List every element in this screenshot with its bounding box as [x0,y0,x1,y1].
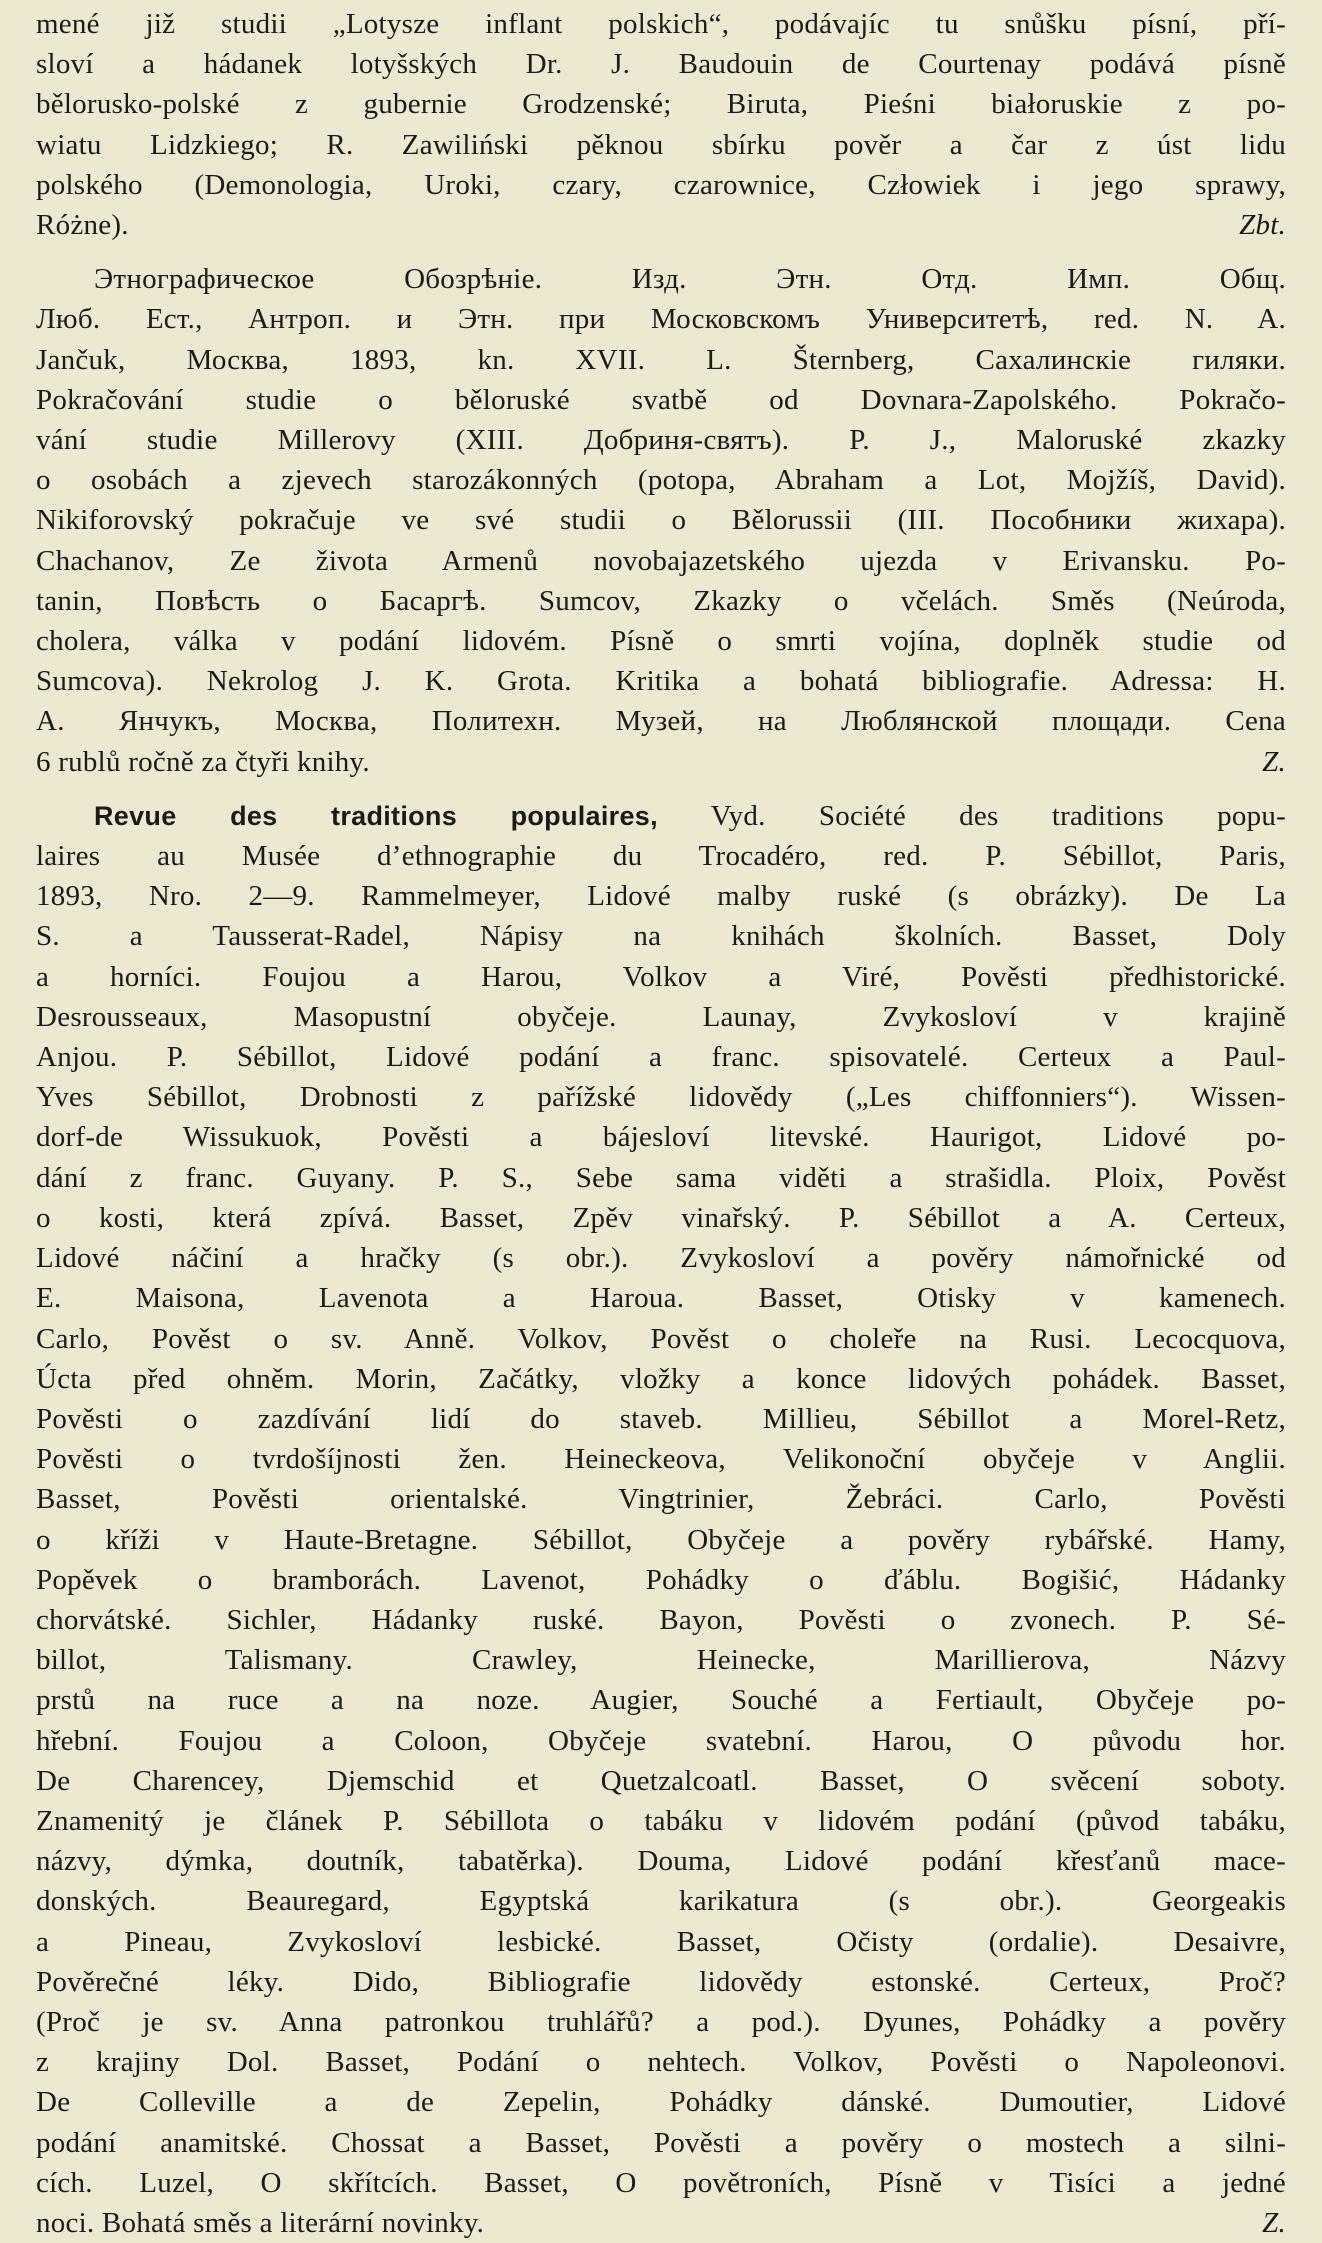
text-line: A. Янчукъ, Москва, Политехн. Музей, на Люблянской площади. Cena [36,705,1286,738]
text-line: S. a Tausserat-Radel, Nápisy na knihách školních. Basset, Doly [36,920,1286,953]
text-line-last [36,205,1286,245]
text-line: tanin, Повѣсть о Басаргѣ. Sumcov, Zkazky o včelách. Směs (Neúroda, [36,584,1286,617]
text-line: chorvátské. Sichler, Hádanky ruské. Bayon, Pověsti o zvonech. P. Sé- [36,1603,1286,1636]
text-line: vání studie Millerovy (XIII. Добриня-святъ). P. J., Maloruské zkazky [36,424,1286,457]
text-line: podání anamitské. Chossat a Basset, Pověsti a pověry o mostech a silni- [36,2126,1286,2159]
text-line: Nikiforovský pokračuje ve své studii o Bělorussii (III. Пособники жихара). [36,504,1286,537]
paragraph-etnograficheskoe-obozrenie [36,259,1286,782]
text-line-last-content: Różne). [36,209,129,242]
author-signature: Z. [1262,2206,1286,2239]
text-line: wiatu Lidzkiego; R. Zawiliński pěknou sbírku pověr a čar z úst lidu [36,128,1286,161]
text-line-heading [36,796,1286,836]
text-line: cích. Luzel, O skřítcích. Basset, O povětroních, Písně v Tisíci a jedné [36,2166,1286,2199]
text-line: hřební. Foujou a Coloon, Obyčeje svatební. Harou, O původu hor. [36,1724,1286,1757]
text-line: Pověrečné léky. Dido, Bibliografie lidovědy estonské. Certeux, Proč? [36,1965,1286,1998]
text-line: billot, Talismany. Crawley, Heinecke, Marillierova, Názvy [36,1644,1286,1677]
text-line-last-content: 6 rublů ročně za čtyři knihy. [36,745,370,778]
text-line: Yves Sébillot, Drobnosti z pařížské lidovědy („Les chiffonniers“). Wissen- [36,1081,1286,1114]
text-line: a horníci. Foujou a Harou, Volkov a Viré, Pověsti předhistorické. [36,960,1286,993]
text-line: cholera, válka v podání lidovém. Písně o smrti vojína, doplněk studie od [36,625,1286,658]
text-line: donských. Beauregard, Egyptská karikatura (s obr.). Georgeakis [36,1885,1286,1918]
text-line: Lidové náčiní a hračky (s obr.). Zvykosloví a pověry námořnické od [36,1242,1286,1275]
text-line: Jančuk, Москва, 1893, kn. XVII. L. Šternberg, Сахалинскіе гиляки. [36,343,1286,376]
text-line: o kříži v Haute-Bretagne. Sébillot, Obyčeje a pověry rybářské. Hamy, [36,1523,1286,1556]
paragraph-revue-traditions-populaires [36,796,1286,2243]
text-line: sloví a hádanek lotyšských Dr. J. Baudouin de Courtenay podává písně [36,48,1286,81]
text-line: o osobách a zjevech starozákonných (potopa, Abraham a Lot, Mojžíš, David). [36,464,1286,497]
text-line-last-content: noci. Bohatá směs a literární novinky. [36,2206,485,2239]
text-line: 1893, Nro. 2—9. Rammelmeyer, Lidové malby ruské (s obrázky). De La [36,880,1286,913]
text-line: Carlo, Pověst o sv. Anně. Volkov, Pověst o choleře na Rusi. Lecocquova, [36,1322,1286,1355]
text-line: Chachanov, Ze života Armenů novobajazetského ujezda v Erivansku. Po- [36,544,1286,577]
journal-title: Revue des traditions populaires, [94,800,658,831]
author-signature: Z. [1262,745,1286,778]
journal-title-continuation: Vyd. Société des traditions popu- [710,799,1286,832]
text-line: Sumcova). Nekrolog J. K. Grota. Kritika a bohatá bibliografie. Adressa: H. [36,665,1286,698]
text-line: polského (Demonologia, Uroki, czary, czarownice, Człowiek i jego sprawy, [36,168,1286,201]
paragraph-lotysze-review [36,4,1286,245]
text-line: dání z franc. Guyany. P. S., Sebe sama viděti a strašidla. Ploix, Pověst [36,1161,1286,1194]
text-line: Pověsti o tvrdošíjnosti žen. Heineckeova, Velikonoční obyčeje v Anglii. [36,1443,1286,1476]
text-line: Popěvek o bramborách. Lavenot, Pohádky o ďáblu. Bogišić, Hádanky [36,1563,1286,1596]
text-line: a Pineau, Zvykosloví lesbické. Basset, Očisty (ordalie). Desaivre, [36,1925,1286,1958]
text-line: o kosti, která zpívá. Basset, Zpěv vinařský. P. Sébillot a A. Certeux, [36,1201,1286,1234]
text-line: laires au Musée d’ethnographie du Trocadéro, red. P. Sébillot, Paris, [36,840,1286,873]
text-line: prstů na ruce a na noze. Augier, Souché a Fertiault, Obyčeje po- [36,1684,1286,1717]
text-line-last [36,2203,1286,2243]
text-line: bělorusko-polské z gubernie Grodzenské; Biruta, Pieśni białoruskie z po- [36,88,1286,121]
text-line: názvy, dýmka, doutník, tabatěrka). Douma, Lidové podání křesťanů mace- [36,1845,1286,1878]
text-line: dorf-de Wissukuok, Pověsti a bájesloví litevské. Haurigot, Lidové po- [36,1121,1286,1154]
text-line: Pověsti o zazdívání lidí do staveb. Millieu, Sébillot a Morel-Retz, [36,1402,1286,1435]
text-line: Люб. Ест., Антроп. и Этн. при Московскомъ Университетѣ, red. N. A. [36,303,1286,336]
text-line: (Proč je sv. Anna patronkou truhlářů? a pod.). Dyunes, Pohádky a pověry [36,2005,1286,2038]
text-line: mené již studii „Lotysze inflant polskich“, podávajíc tu snůšku písní, pří- [36,8,1286,40]
text-line-last [36,742,1286,782]
text-line: Basset, Pověsti orientalské. Vingtrinier, Žebráci. Carlo, Pověsti [36,1483,1286,1516]
text-line: E. Maisona, Lavenota a Haroua. Basset, Otisky v kamenech. [36,1282,1286,1315]
text-line: Pokračování studie o běloruské svatbě od Dovnara-Zapolského. Pokračo- [36,383,1286,416]
text-line: Этнографическое Обозрѣніе. Изд. Этн. Отд. Имп. Общ. [94,263,1286,296]
text-line: De Charencey, Djemschid et Quetzalcoatl. Basset, O svěcení soboty. [36,1764,1286,1797]
author-signature: Zbt. [1239,209,1286,242]
text-line: Úcta před ohněm. Morin, Začátky, vložky a konce lidových pohádek. Basset, [36,1362,1286,1395]
text-line: Znamenitý je článek P. Sébillota o tabáku v lidovém podání (původ tabáku, [36,1804,1286,1837]
text-line: De Colleville a de Zepelin, Pohádky dánské. Dumoutier, Lidové [36,2086,1286,2119]
text-line: z krajiny Dol. Basset, Podání o nehtech. Volkov, Pověsti o Napoleonovi. [36,2046,1286,2079]
text-line: Desrousseaux, Masopustní obyčeje. Launay, Zvykosloví v krajině [36,1000,1286,1033]
text-line: Anjou. P. Sébillot, Lidové podání a franc. spisovatelé. Certeux a Paul- [36,1041,1286,1074]
